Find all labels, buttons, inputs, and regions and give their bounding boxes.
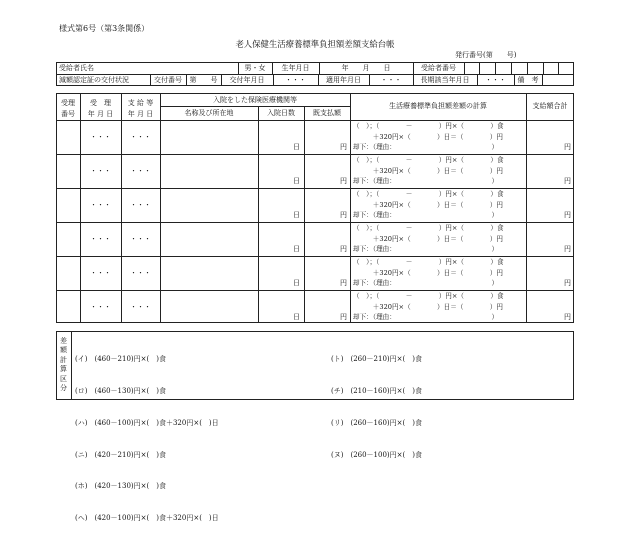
form-number: 様式第6号（第3条関係） bbox=[59, 24, 150, 33]
pay-date-dots: ・・・ bbox=[130, 133, 151, 141]
legend-label: 差 額 計 算 区 分 bbox=[60, 337, 67, 393]
reduction-status-label: 減額認定証の交付状況 bbox=[59, 76, 129, 84]
calc-cell: （ ）；（ － ）円×（ ）食 ＋320円×（ ）日＝（ ）円 却下：（理由： ） bbox=[353, 258, 504, 288]
accept-date-dots: ・・・ bbox=[90, 133, 111, 141]
day-unit: 日 bbox=[293, 143, 300, 151]
birth-date-blank: 年 月 日 bbox=[341, 64, 391, 72]
pay-date-dots: ・・・ bbox=[130, 303, 151, 311]
issue-date-label: 交付年月日 bbox=[229, 76, 265, 84]
birth-label: 生年月日 bbox=[281, 64, 310, 72]
legend-item: (チ) (210－160)円×( )食 bbox=[331, 386, 422, 395]
recipient-name-label: 受給者氏名 bbox=[59, 64, 94, 72]
total-unit: 円 bbox=[564, 313, 571, 321]
calc-cell: （ ）；（ － ）円×（ ）食 ＋320円×（ ）日＝（ ）円 却下：（理由： ） bbox=[353, 190, 504, 220]
pay-date-dots: ・・・ bbox=[130, 201, 151, 209]
day-unit: 日 bbox=[293, 177, 300, 185]
yen-unit: 円 bbox=[340, 211, 347, 219]
calc-cell: （ ）；（ － ）円×（ ）食 ＋320円×（ ）日＝（ ）円 却下：（理由： ） bbox=[353, 224, 504, 254]
accept-date-dots: ・・・ bbox=[90, 303, 111, 311]
yen-unit: 円 bbox=[340, 143, 347, 151]
legend-item: (ハ) (460－100)円×( )食＋320円×( )日 bbox=[75, 418, 219, 427]
pay-date-dots: ・・・ bbox=[130, 167, 151, 175]
legend-item: (リ) (260－160)円×( )食 bbox=[331, 418, 422, 427]
legend-item: (ホ) (420－130)円×( )食 bbox=[75, 482, 166, 491]
calc-cell: （ ）；（ － ）円×（ ）食 ＋320円×（ ）日＝（ ）円 却下：（理由： ） bbox=[353, 292, 504, 322]
hospital-group-header: 入院をした保険医療機関等 bbox=[213, 96, 297, 104]
legend-item: (ニ) (420－210)円×( )食 bbox=[75, 450, 166, 459]
calc-cell: （ ）；（ － ）円×（ ）食 ＋320円×（ ）日＝（ ）円 却下：（理由： ） bbox=[353, 156, 504, 186]
day-unit: 日 bbox=[293, 211, 300, 219]
legend-item: (ヘ) (420－100)円×( )食＋320円×( )日 bbox=[75, 514, 219, 523]
day-unit: 日 bbox=[293, 245, 300, 253]
accept-date-dots: ・・・ bbox=[90, 235, 111, 243]
pay-date-header: 支 給 等 年 月 日 bbox=[127, 99, 154, 118]
total-unit: 円 bbox=[564, 143, 571, 151]
legend-item: (イ) (460－210)円×( )食 bbox=[75, 355, 166, 364]
legend-item: (ロ) (460－130)円×( )食 bbox=[75, 386, 166, 395]
day-unit: 日 bbox=[293, 279, 300, 287]
pay-date-dots: ・・・ bbox=[130, 269, 151, 277]
days-header: 入院日数 bbox=[267, 109, 295, 117]
sex-label: 男・女 bbox=[244, 64, 266, 72]
yen-unit: 円 bbox=[340, 313, 347, 321]
issue-number: 発行番号(第 号) bbox=[455, 51, 517, 59]
remarks-label: 備 考 bbox=[517, 76, 539, 84]
issue-date-dots: ・・・ bbox=[285, 76, 306, 84]
apply-date-label: 適用年月日 bbox=[326, 76, 361, 84]
total-header: 支給額合計 bbox=[532, 102, 568, 110]
calc-header: 生活療養標準負担額差額の計算 bbox=[389, 102, 487, 110]
total-unit: 円 bbox=[564, 211, 571, 219]
apply-date-dots: ・・・ bbox=[380, 76, 402, 84]
page-title: 老人保健生活療養標準負担額差額支給台帳 bbox=[235, 39, 395, 49]
day-unit: 日 bbox=[293, 313, 300, 321]
accept-date-dots: ・・・ bbox=[90, 201, 111, 209]
total-unit: 円 bbox=[564, 279, 571, 287]
issue-no-label: 交付番号 bbox=[154, 76, 182, 84]
total-unit: 円 bbox=[564, 245, 571, 253]
legend-left-list bbox=[75, 333, 219, 545]
paid-header: 既支払額 bbox=[313, 109, 341, 117]
yen-unit: 円 bbox=[340, 279, 347, 287]
total-unit: 円 bbox=[564, 177, 571, 185]
long-term-dots: ・・・ bbox=[485, 76, 506, 84]
yen-unit: 円 bbox=[340, 177, 347, 185]
yen-unit: 円 bbox=[340, 245, 347, 253]
pay-date-dots: ・・・ bbox=[130, 235, 151, 243]
legend-item: (ト) (260－210)円×( )食 bbox=[331, 355, 422, 364]
no-label: 第 号 bbox=[189, 76, 218, 84]
recipient-no-label: 受給者番号 bbox=[421, 64, 456, 72]
accept-date-dots: ・・・ bbox=[90, 167, 111, 175]
accept-date-header: 受 理 年 月 日 bbox=[87, 99, 114, 118]
long-term-label: 長期該当年月日 bbox=[420, 76, 470, 84]
calc-cell: （ ）；（ － ）円×（ ）食 ＋320円×（ ）日＝（ ）円 却下：（理由： ） bbox=[353, 122, 504, 152]
accept-no-header: 受理 番号 bbox=[61, 99, 75, 118]
hospital-name-header: 名称及び所在地 bbox=[184, 109, 234, 117]
legend-item: (ヌ) (260－100)円×( )食 bbox=[331, 450, 422, 459]
accept-date-dots: ・・・ bbox=[90, 269, 111, 277]
legend-right-list bbox=[331, 333, 422, 481]
